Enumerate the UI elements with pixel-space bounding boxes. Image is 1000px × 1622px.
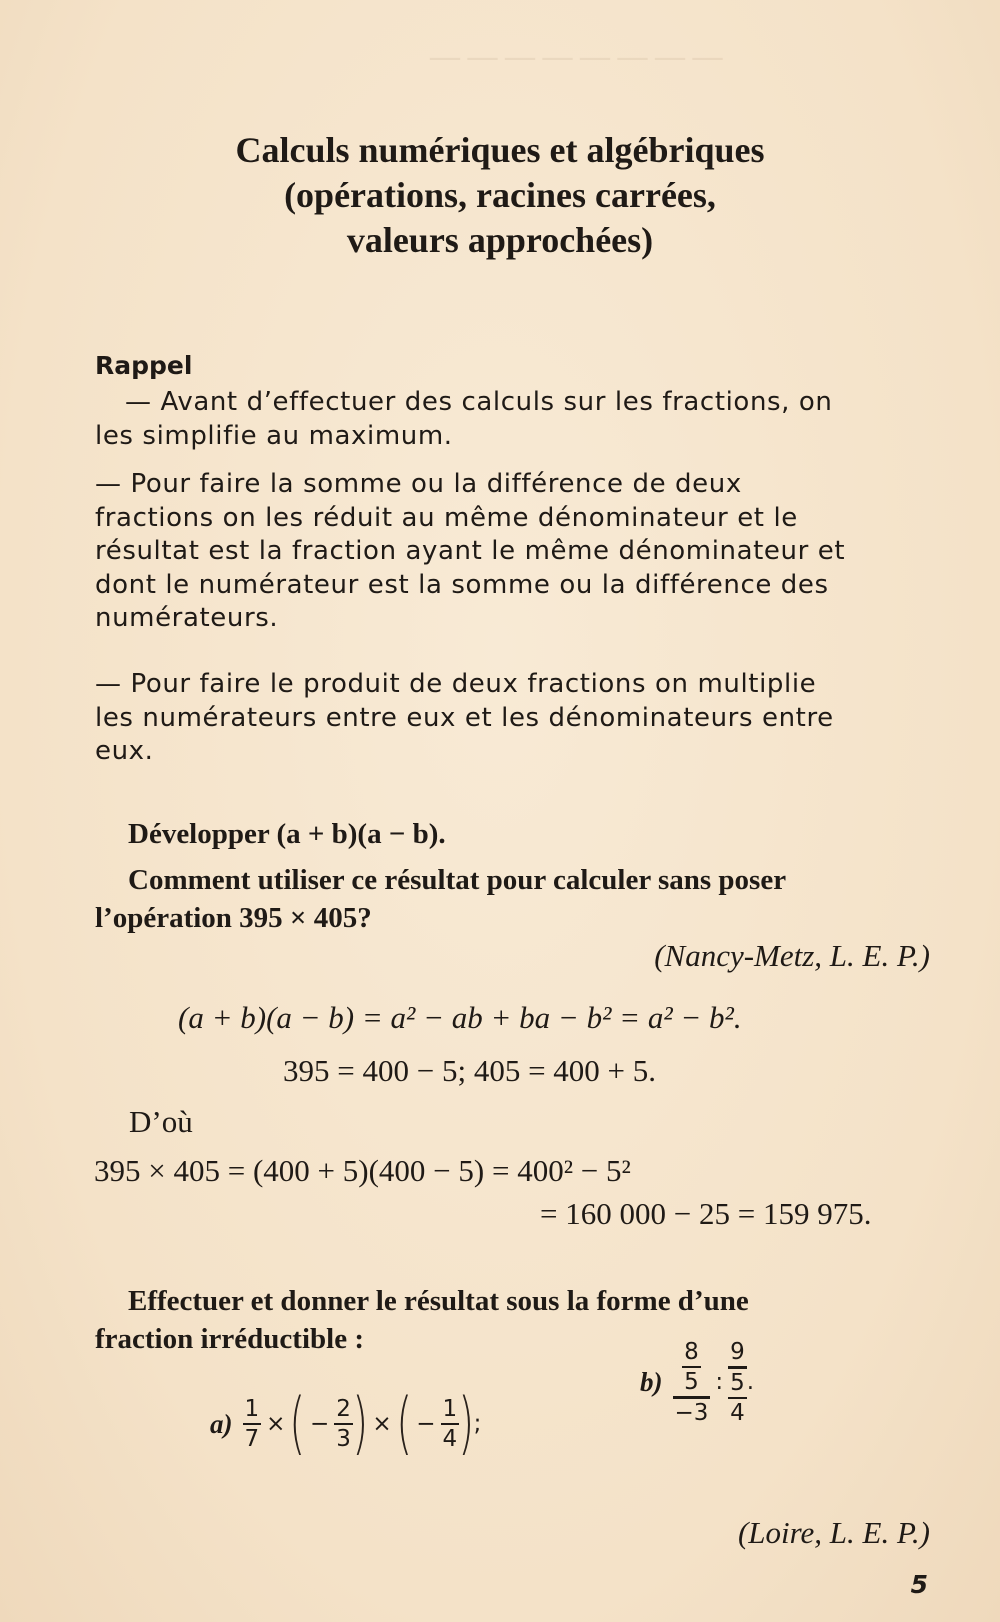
left-paren: ( — [289, 1384, 306, 1463]
title-line-3: valeurs approchées) — [346, 220, 654, 260]
denominator: 7 — [244, 1426, 260, 1452]
exercise-1-source: (Nancy-Metz, L. E. P.) — [654, 938, 930, 973]
times-sign: × — [266, 1411, 286, 1437]
numerator: 1 — [244, 1395, 260, 1422]
question-line: Effectuer et donner le résultat sous la forme d’une — [128, 1285, 749, 1317]
text-line: — Pour faire la somme ou la différence de deux — [95, 469, 742, 499]
text-line: — Avant d’effectuer des calculs sur les fractions, on — [125, 387, 833, 417]
chapter-title — [0, 128, 1000, 263]
inner-fraction — [728, 1371, 747, 1425]
rappel-paragraph-3 — [95, 668, 928, 769]
calculation-line: 395 × 405 = (400 + 5)(400 − 5) = 400² − 5² — [94, 1153, 631, 1188]
denominator: 4 — [730, 1399, 745, 1426]
fraction-1 — [243, 1397, 262, 1451]
text-line: eux. — [95, 736, 154, 766]
fraction-bar — [441, 1423, 460, 1425]
question-line: fraction irréductible : — [95, 1323, 364, 1355]
numerator: 8 — [684, 1339, 699, 1365]
text-line: résultat est la fraction ayant le même dénominateur et — [95, 536, 846, 566]
times-sign: × — [372, 1411, 392, 1437]
fraction-bar — [682, 1366, 701, 1368]
text-line: numérateurs. — [95, 603, 279, 633]
semicolon: ; — [473, 1411, 482, 1437]
numerator: 2 — [336, 1395, 351, 1422]
decomposition-line: 395 = 400 − 5; 405 = 400 + 5. — [283, 1053, 657, 1088]
denominator: 5 — [684, 1369, 699, 1396]
rappel-paragraph-2 — [95, 468, 928, 636]
item-label: a) — [210, 1408, 233, 1439]
dou-text: D’où — [129, 1104, 193, 1139]
period: . — [746, 1369, 755, 1396]
denominator: 4 — [442, 1426, 458, 1452]
numerator: 5 — [730, 1369, 745, 1396]
expansion-formula: (a + b)(a − b) = a² − ab + ba − b² = a² − b². — [178, 1000, 742, 1035]
text-line: — Pour faire le produit de deux fractions on multiplie — [95, 669, 817, 699]
left-paren: ( — [395, 1384, 412, 1463]
text-line: dont le numérateur est la somme ou la différence des — [95, 569, 829, 600]
title-line-2: (opérations, racines carrées, — [284, 175, 716, 215]
exercise-2b — [640, 1340, 754, 1425]
fraction-3 — [441, 1397, 460, 1451]
minus-sign: − — [416, 1411, 436, 1437]
fraction-2 — [334, 1397, 353, 1451]
exercise-2-question — [95, 1282, 928, 1358]
inner-fraction — [682, 1340, 701, 1394]
question-line: Comment utiliser ce résultat pour calculer sans poser — [128, 864, 787, 896]
rappel-paragraph-1 — [95, 386, 928, 453]
numerator: 9 — [730, 1339, 745, 1365]
result-line: = 160 000 − 25 = 159 975. — [540, 1196, 872, 1231]
minus-sign: − — [309, 1411, 330, 1437]
numerator: 1 — [442, 1395, 458, 1422]
page-number: 5 — [910, 1570, 928, 1599]
main-fraction-bar — [728, 1366, 747, 1369]
rappel-heading: Rappel — [95, 351, 193, 380]
right-paren: ) — [458, 1384, 475, 1463]
compound-fraction-1 — [673, 1340, 711, 1425]
right-paren: ) — [352, 1384, 369, 1463]
question-line: l’opération 395 × 405? — [95, 902, 372, 934]
show-through-text: — — — — — — — — — [430, 40, 723, 73]
exercise-1-question — [95, 815, 928, 937]
fraction-bar — [728, 1397, 747, 1399]
text-line: fractions on les réduit au même dénominateur et le — [95, 502, 798, 533]
text-line: les simplifie au maximum. — [95, 420, 453, 451]
compound-fraction-2 — [728, 1340, 747, 1425]
question-line: Développer (a + b)(a − b). — [128, 818, 446, 850]
item-label: b) — [640, 1366, 663, 1397]
denominator: 3 — [336, 1426, 351, 1452]
exercise-2-source: (Loire, L. E. P.) — [737, 1515, 930, 1550]
division-colon: : — [715, 1369, 724, 1396]
exercise-2a — [210, 1384, 482, 1463]
fraction-bar — [334, 1423, 353, 1425]
fraction-bar — [243, 1423, 262, 1425]
denominator: −3 — [674, 1399, 709, 1426]
main-fraction-bar — [673, 1396, 711, 1399]
title-line-1: Calculs numériques et algébriques — [235, 130, 765, 170]
text-line: les numérateurs entre eux et les dénominateurs entre — [95, 702, 834, 733]
